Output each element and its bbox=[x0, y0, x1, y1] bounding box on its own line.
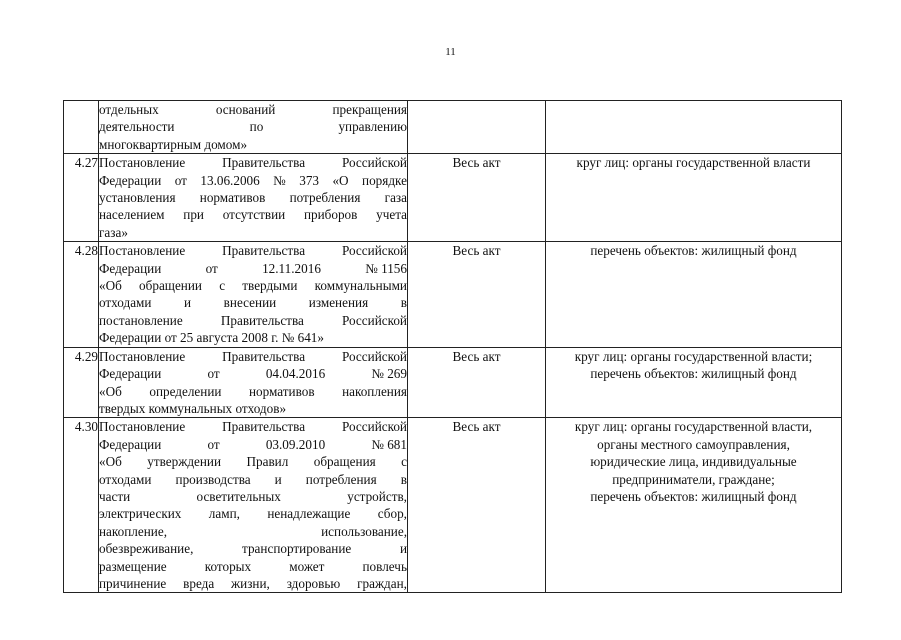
description-line bbox=[99, 558, 407, 575]
description-word: использование, bbox=[321, 523, 407, 539]
description-line bbox=[99, 540, 407, 557]
description-word: ненадлежащие bbox=[267, 506, 351, 522]
description-word: газа» bbox=[99, 224, 128, 240]
description-word: Российской bbox=[342, 419, 407, 435]
description-line bbox=[99, 136, 407, 153]
description-line bbox=[99, 101, 407, 118]
description-word: Правительства bbox=[222, 419, 306, 435]
description-word: 13.06.2006 bbox=[200, 172, 260, 188]
description-word: отдельных bbox=[99, 102, 159, 117]
description-word: деятельности bbox=[99, 119, 175, 135]
applicability-line: органы местного самоуправления, bbox=[597, 436, 790, 452]
description-line bbox=[99, 471, 407, 488]
description-word: оснований bbox=[215, 102, 276, 117]
page-number: 11 bbox=[445, 46, 456, 58]
table-row bbox=[64, 154, 842, 242]
description-word: сбор, bbox=[377, 506, 407, 522]
table-row bbox=[64, 242, 842, 347]
description-line bbox=[99, 277, 407, 294]
description-word: № 681 bbox=[371, 436, 407, 452]
description-word: Федерации bbox=[99, 436, 162, 452]
description-line bbox=[99, 294, 407, 311]
description-word: потребления bbox=[305, 471, 377, 487]
description-line bbox=[99, 488, 407, 505]
description-line bbox=[99, 575, 407, 592]
description-word: устройств, bbox=[347, 488, 407, 504]
description-word: в bbox=[400, 295, 407, 311]
description-word: установления bbox=[99, 190, 176, 206]
act-description bbox=[99, 347, 408, 418]
act-scope: Весь акт bbox=[408, 347, 546, 418]
description-word: и bbox=[274, 471, 282, 487]
description-word: причинение bbox=[99, 575, 167, 591]
act-scope bbox=[408, 101, 546, 154]
description-word: Федерации bbox=[99, 260, 162, 276]
description-word: ламп, bbox=[208, 506, 240, 522]
description-word: отсутствии bbox=[222, 207, 286, 223]
description-word: Постановление bbox=[99, 419, 186, 435]
description-word: граждан, bbox=[357, 575, 407, 591]
description-line bbox=[99, 436, 407, 453]
description-word: порядке bbox=[362, 172, 407, 188]
description-word: управлению bbox=[338, 119, 407, 135]
description-line bbox=[99, 523, 407, 540]
description-word: повлечь bbox=[362, 558, 407, 574]
description-word: 12.11.2016 bbox=[262, 260, 321, 276]
description-word: производства bbox=[175, 471, 251, 487]
description-word: утверждении bbox=[147, 454, 222, 470]
description-line bbox=[99, 505, 407, 522]
applicability-line: круг лиц: органы государственной власти bbox=[576, 155, 811, 171]
description-word: с bbox=[401, 454, 407, 470]
description-word: Правительства bbox=[220, 312, 304, 328]
act-applicability bbox=[546, 418, 842, 593]
act-scope: Весь акт bbox=[408, 242, 546, 347]
description-word: учета bbox=[376, 207, 407, 223]
description-word: твердыми bbox=[242, 278, 298, 294]
description-word: постановление bbox=[99, 312, 183, 328]
description-word: обращении bbox=[139, 278, 202, 294]
description-line bbox=[99, 383, 407, 400]
description-word: № 1156 bbox=[365, 260, 407, 276]
description-word: которых bbox=[204, 558, 252, 574]
description-line bbox=[99, 312, 407, 329]
description-word: многоквартирным домом» bbox=[99, 136, 248, 152]
applicability-line: юридические лица, индивидуальные bbox=[590, 454, 797, 470]
applicability-line: перечень объектов: жилищный фонд bbox=[590, 366, 797, 382]
table-row bbox=[64, 347, 842, 418]
applicability-line: круг лиц: органы государственной власти, bbox=[574, 419, 813, 435]
description-word: от bbox=[207, 436, 220, 452]
description-word: от bbox=[207, 366, 220, 382]
applicability-line: перечень объектов: жилищный фонд bbox=[590, 488, 797, 504]
description-word: Федерации bbox=[99, 172, 162, 188]
description-word: 03.09.2010 bbox=[265, 436, 326, 452]
act-description bbox=[99, 242, 408, 347]
description-word: с bbox=[219, 278, 226, 294]
act-description bbox=[99, 418, 408, 593]
description-word: населением bbox=[99, 207, 165, 223]
description-word: обезвреживание, bbox=[99, 541, 194, 557]
description-word: газа bbox=[384, 190, 407, 206]
description-word: Российской bbox=[342, 312, 407, 328]
description-word: накопление, bbox=[99, 523, 167, 539]
act-applicability bbox=[546, 347, 842, 418]
row-number: 4.29 bbox=[64, 347, 99, 418]
description-word: при bbox=[183, 207, 204, 223]
description-line bbox=[99, 348, 407, 365]
description-word: прекращения bbox=[332, 102, 407, 117]
description-word: Постановление bbox=[99, 155, 186, 171]
act-description bbox=[99, 154, 408, 242]
description-word: по bbox=[249, 119, 264, 135]
description-word: Постановление bbox=[99, 348, 186, 364]
description-word: и bbox=[399, 541, 407, 557]
description-line bbox=[99, 418, 407, 435]
description-line bbox=[99, 453, 407, 470]
description-word: Правительства bbox=[222, 243, 306, 259]
description-line bbox=[99, 172, 407, 189]
description-line bbox=[99, 400, 407, 417]
description-line bbox=[99, 365, 407, 382]
act-applicability bbox=[546, 154, 842, 242]
row-number: 4.27 bbox=[64, 154, 99, 242]
description-word: здоровью bbox=[286, 575, 341, 591]
act-scope: Весь акт bbox=[408, 154, 546, 242]
description-word: отходами bbox=[99, 471, 152, 487]
description-word: потребления bbox=[289, 190, 361, 206]
description-word: Российской bbox=[342, 155, 407, 171]
table-row bbox=[64, 101, 842, 154]
description-word: Российской bbox=[342, 348, 407, 364]
row-number: 4.30 bbox=[64, 418, 99, 593]
act-applicability bbox=[546, 242, 842, 347]
description-word: жизни, bbox=[231, 575, 270, 591]
description-word: обращения bbox=[313, 454, 376, 470]
description-word: внесении bbox=[223, 295, 277, 311]
table-row bbox=[64, 418, 842, 593]
description-word: «Об bbox=[99, 383, 122, 399]
description-word: от bbox=[205, 260, 218, 276]
act-applicability bbox=[546, 101, 842, 154]
description-word: 373 bbox=[299, 172, 319, 188]
description-word: может bbox=[289, 558, 325, 574]
description-word: № 269 bbox=[371, 366, 407, 382]
description-word: Правил bbox=[246, 454, 289, 470]
description-line bbox=[99, 118, 407, 135]
description-word: электрических bbox=[99, 506, 182, 522]
description-line bbox=[99, 224, 407, 241]
description-word: 04.04.2016 bbox=[265, 366, 326, 382]
description-word: Российской bbox=[342, 243, 407, 259]
applicability-line: круг лиц: органы государственной власти; bbox=[574, 348, 813, 364]
description-word: «Об bbox=[99, 278, 122, 294]
description-word: в bbox=[400, 471, 407, 487]
description-word: «О bbox=[332, 172, 349, 188]
applicability-line: перечень объектов: жилищный фонд bbox=[590, 243, 797, 259]
row-number bbox=[64, 101, 99, 154]
description-word: приборов bbox=[303, 207, 358, 223]
description-word: «Об bbox=[99, 454, 122, 470]
description-line bbox=[99, 206, 407, 223]
act-scope: Весь акт bbox=[408, 418, 546, 593]
description-word: Постановление bbox=[99, 243, 186, 259]
row-number: 4.28 bbox=[64, 242, 99, 347]
description-word: вреда bbox=[183, 575, 215, 591]
description-word: Федерации от 25 августа 2008 г. № 641» bbox=[99, 330, 324, 346]
description-word: от bbox=[174, 172, 187, 188]
description-word: Правительства bbox=[222, 348, 306, 364]
description-word: размещение bbox=[99, 558, 167, 574]
description-word: транспортирование bbox=[242, 541, 352, 557]
description-word: изменения bbox=[308, 295, 369, 311]
description-word: осветительных bbox=[196, 488, 281, 504]
description-word: Правительства bbox=[222, 155, 306, 171]
act-description bbox=[99, 101, 408, 154]
description-line bbox=[99, 242, 407, 259]
description-word: накопления bbox=[342, 383, 407, 399]
description-word: № bbox=[273, 172, 286, 188]
description-word: нормативов bbox=[248, 383, 315, 399]
description-word: нормативов bbox=[199, 190, 266, 206]
description-line bbox=[99, 260, 407, 277]
description-line bbox=[99, 154, 407, 171]
description-word: определении bbox=[149, 383, 222, 399]
legal-acts-table bbox=[63, 100, 842, 593]
description-word: и bbox=[184, 295, 192, 311]
description-word: коммунальными bbox=[314, 278, 407, 294]
description-word: части bbox=[99, 488, 131, 504]
description-word: твердых коммунальных отходов» bbox=[99, 400, 287, 416]
description-word: Федерации bbox=[99, 366, 162, 382]
applicability-line: предприниматели, граждане; bbox=[612, 471, 775, 487]
description-line bbox=[99, 189, 407, 206]
description-word: отходами bbox=[99, 295, 152, 311]
description-line bbox=[99, 329, 407, 346]
